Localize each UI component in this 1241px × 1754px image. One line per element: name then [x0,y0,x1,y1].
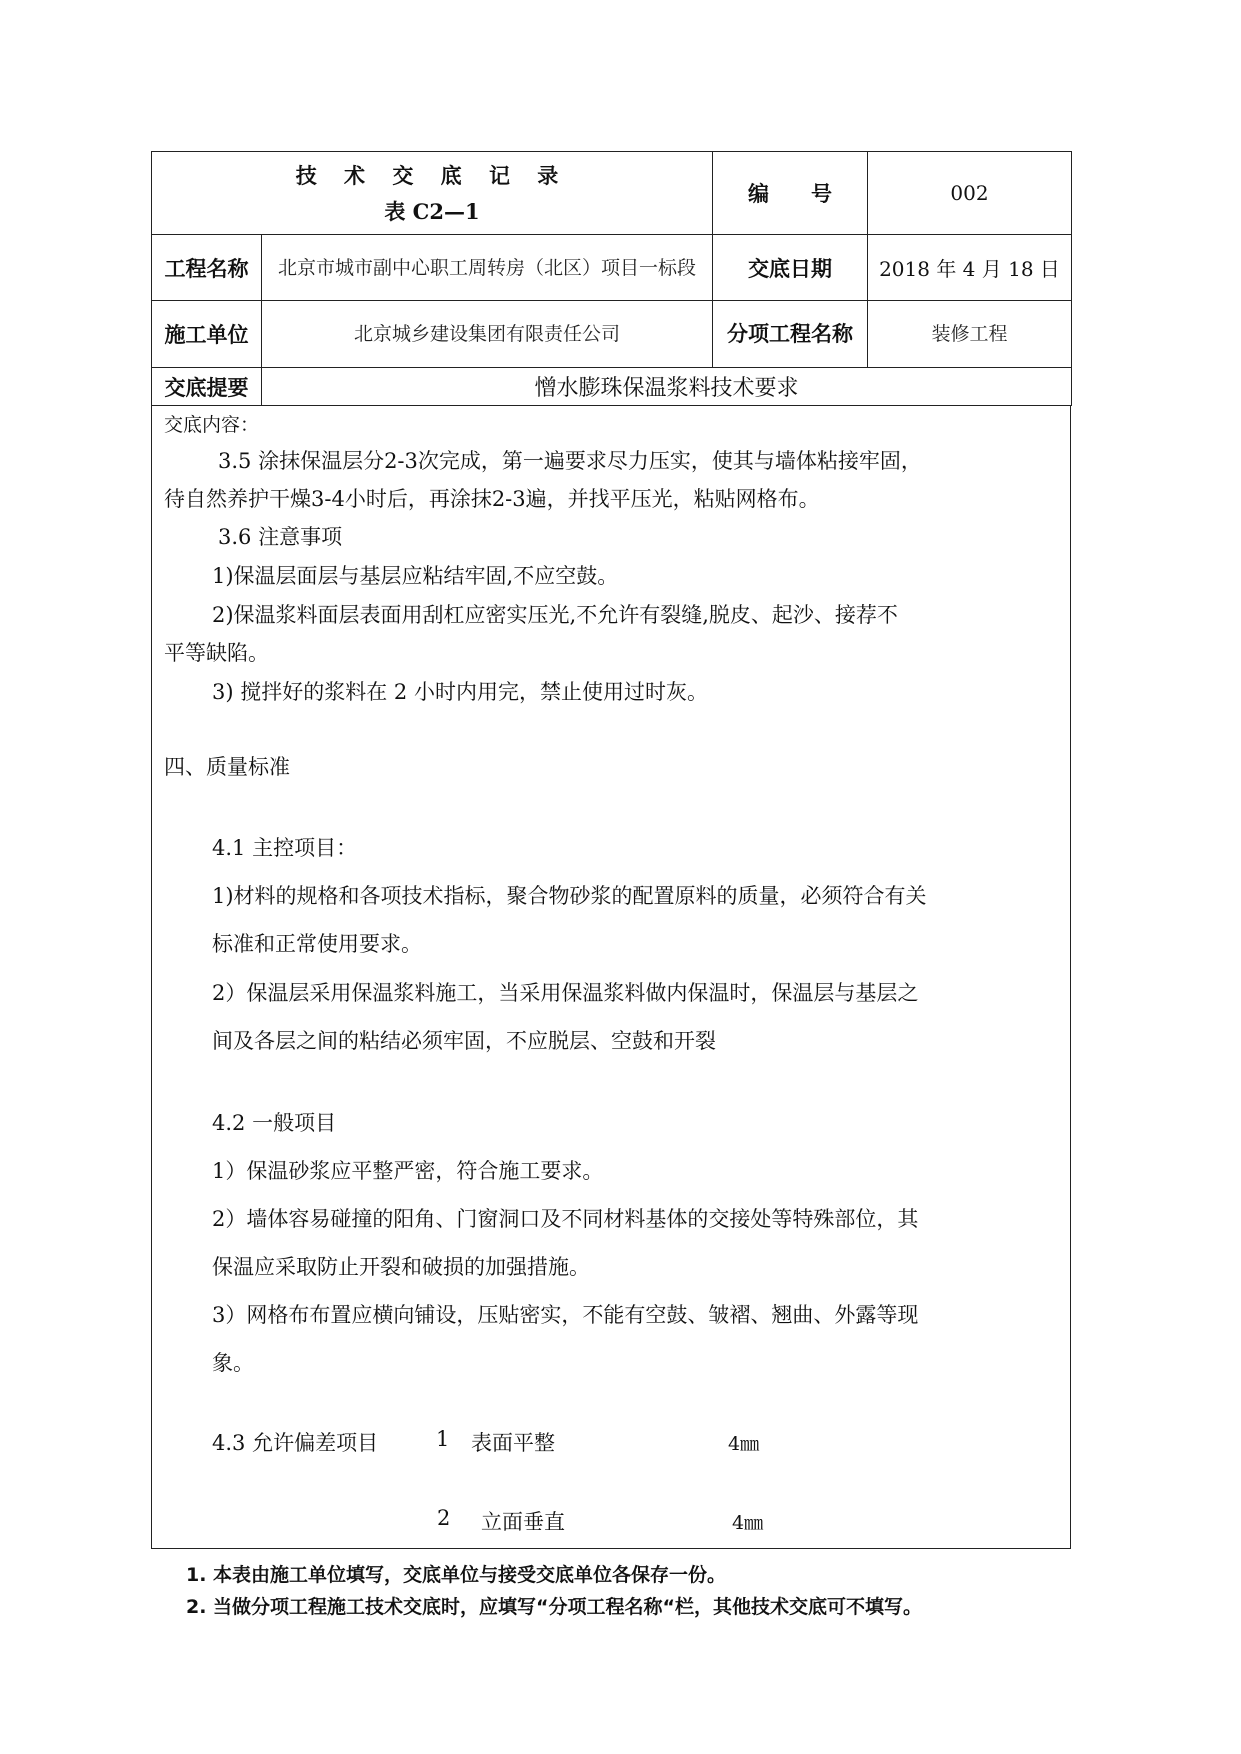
content-line: 2)保温浆料面层表面用刮杠应密实压光,不允许有裂缝,脱皮、起沙、接荐不 [212,603,898,627]
content-heading: 交底内容： [164,414,260,436]
title-cell [152,152,713,235]
content-line: 2）保温层采用保温浆料施工，当采用保温浆料做内保温时，保温层与基层之 [212,981,919,1005]
project-name-label: 工程名称 [152,235,262,301]
date-value: 2018 年 4 月 18 日 [868,235,1072,301]
number-label: 编 号 [713,152,868,235]
tolerance-title: 4.3 允许偏差项目 [212,1431,379,1455]
tolerance-row2-no: 2 [437,1506,451,1530]
number-value: 002 [868,152,1072,235]
header-table [151,151,1072,406]
content-line: 平等缺陷。 [164,641,269,665]
tolerance-row2-value: 4㎜ [732,1512,764,1534]
content-line: 3.6 注意事项 [218,525,343,549]
subsection-heading: 4.1 主控项目： [212,836,358,860]
date-label: 交底日期 [713,235,868,301]
project-name-value: 北京市城市副中心职工周转房（北区）项目一标段 [262,235,713,301]
subitem-value: 装修工程 [868,301,1072,368]
document-title: 技 术 交 底 记 录 [295,164,569,188]
content-line: 标准和正常使用要求。 [212,932,422,956]
content-line: 3）网格布布置应横向铺设，压贴密实，不能有空鼓、皱褶、翘曲、外露等现 [212,1303,919,1327]
content-line: 1)材料的规格和各项技术指标，聚合物砂浆的配置原料的质量，必须符合有关 [212,884,927,908]
content-line: 1）保温砂浆应平整严密，符合施工要求。 [212,1159,604,1183]
content-box [151,405,1071,1549]
content-line: 1)保温层面层与基层应粘结牢固,不应空鼓。 [212,564,619,588]
contractor-label: 施工单位 [152,301,262,368]
footnote-2: 2. 当做分项工程施工技术交底时，应填写“分项工程名称“栏，其他技术交底可不填写。 [186,1596,923,1618]
subitem-label: 分项工程名称 [713,301,868,368]
tolerance-row1-value: 4㎜ [728,1433,760,1455]
summary-value: 憎水膨珠保温浆料技术要求 [262,368,1072,406]
tolerance-row1-no: 1 [436,1427,450,1451]
form-code: 表 C2—1 [384,199,480,224]
footnote-1: 1. 本表由施工单位填写，交底单位与接受交底单位各保存一份。 [186,1564,727,1586]
tolerance-row2-item: 立面垂直 [481,1510,565,1534]
content-line: 2）墙体容易碰撞的阳角、门窗洞口及不同材料基体的交接处等特殊部位，其 [212,1207,919,1231]
content-line: 3.5 涂抹保温层分2-3次完成，第一遍要求尽力压实，使其与墙体粘接牢固， [218,449,922,473]
content-line: 象。 [212,1351,254,1375]
subsection-heading: 4.2 一般项目 [212,1111,337,1135]
content-line: 间及各层之间的粘结必须牢固，不应脱层、空鼓和开裂 [212,1029,716,1053]
contractor-value: 北京城乡建设集团有限责任公司 [262,301,713,368]
tolerance-row1-item: 表面平整 [471,1431,555,1455]
summary-label: 交底提要 [152,368,262,406]
content-line: 待自然养护干燥3-4小时后，再涂抹2-3遍，并找平压光，粘贴网格布。 [164,487,820,511]
section-heading: 四、质量标准 [164,755,290,779]
content-line: 3) 搅拌好的浆料在 2 小时内用完，禁止使用过时灰。 [212,680,708,704]
content-line: 保温应采取防止开裂和破损的加强措施。 [212,1255,590,1279]
